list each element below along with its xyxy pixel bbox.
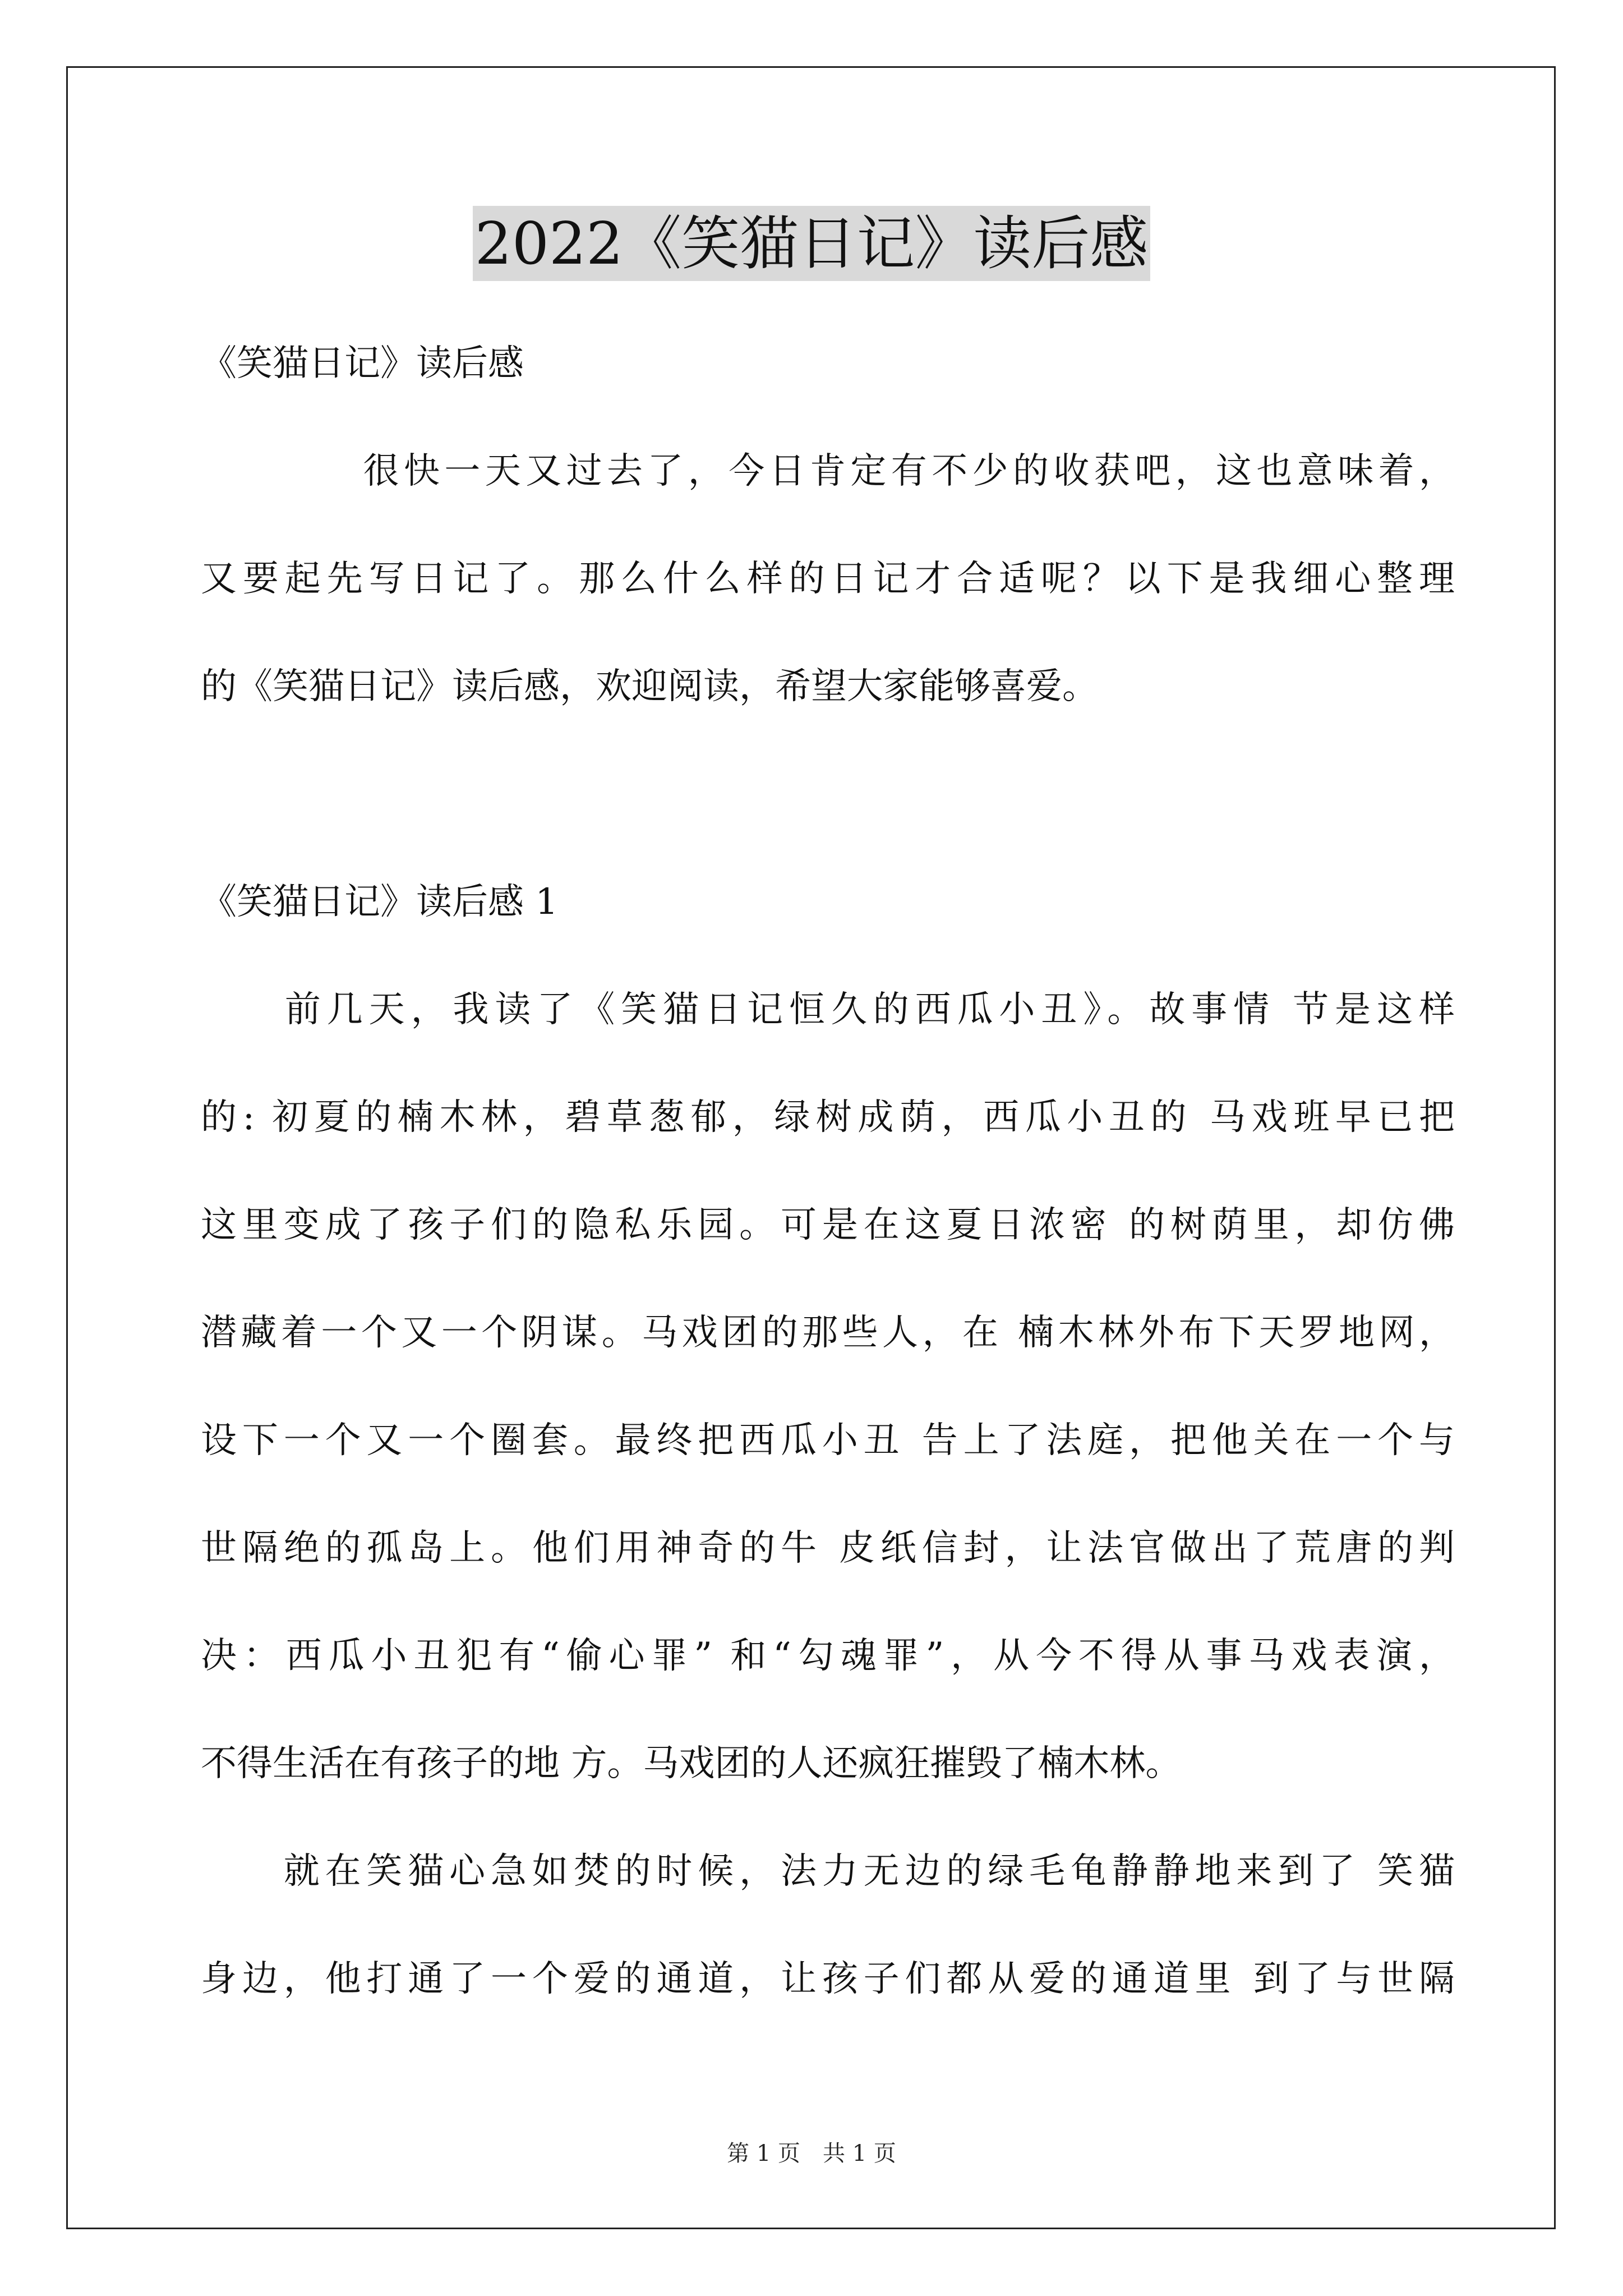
- body-line: 的: 初夏的楠木林，碧草葱郁，绿树成荫，西瓜小丑的 马戏班早已把: [201, 1097, 1455, 1138]
- body-line: 世隔绝的孤岛上。他们用神奇的牛 皮纸信封，让法官做出了荒唐的判: [201, 1527, 1455, 1569]
- body-line: 决：西瓜小丑犯有“偷心罪” 和“勾魂罪”，从今不得从事马戏表演，: [201, 1635, 1455, 1677]
- page-footer: 第 1 页 共 1 页: [727, 2141, 896, 2166]
- body-line: 潜藏着一个又一个阴谋。马戏团的那些人，在 楠木林外布下天罗地网，: [201, 1312, 1455, 1354]
- document-subtitle: 《笑猫日记》读后感: [201, 343, 524, 384]
- intro-line: 很快一天又过去了，今日肯定有不少的收获吧，这也意味着，: [201, 450, 1455, 492]
- body-line: 就在笑猫心急如焚的时候，法力无边的绿毛龟静静地来到了 笑猫: [201, 1851, 1455, 1892]
- intro-line: 的《笑猫日记》读后感，欢迎阅读，希望大家能够喜爱。: [201, 666, 1098, 707]
- body-line: 不得生活在有孩子的地 方。马戏团的人还疯狂摧毁了楠木林。: [201, 1743, 1182, 1784]
- intro-line: 又要起先写日记了。那么什么样的日记才合适呢？以下是我细心整理: [201, 558, 1455, 600]
- body-line: 前几天，我读了《笑猫日记恒久的西瓜小丑》。故事情 节是这样: [201, 989, 1455, 1030]
- body-line: 设下一个又一个圈套。最终把西瓜小丑 告上了法庭，把他关在一个与: [201, 1420, 1455, 1461]
- body-line: 这里变成了孩子们的隐私乐园。可是在这夏日浓密 的树荫里，却仿佛: [201, 1204, 1455, 1246]
- document-title-text: 2022《笑猫日记》读后感: [473, 206, 1151, 281]
- body-line: 身边，他打通了一个爱的通道，让孩子们都从爱的通道里 到了与世隔: [201, 1958, 1455, 2000]
- document-body: [201, 310, 1455, 2033]
- section-heading: 《笑猫日记》读后感 1: [201, 881, 559, 923]
- document-title: [0, 206, 1623, 280]
- paragraph-gap: [201, 740, 1455, 848]
